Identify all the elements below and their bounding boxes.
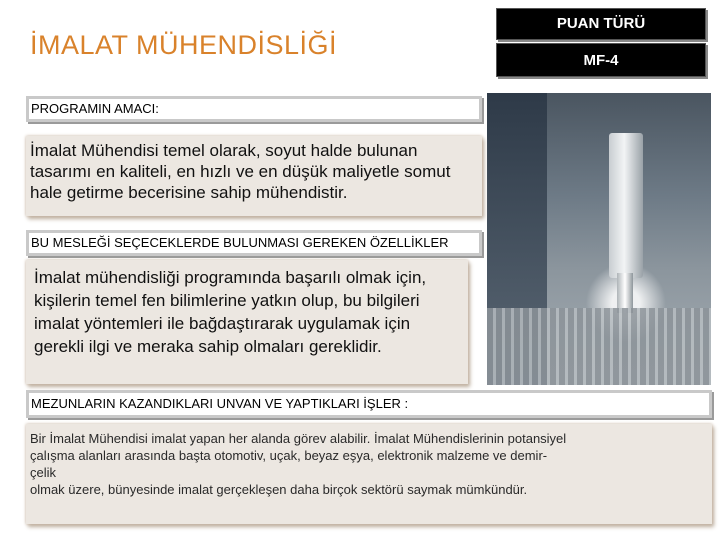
qualities-text: İmalat mühendisliği programında başarılı olmak için, kişilerin temel fen bilimlerine yatkın olup, bu bilgileri imalat yöntemleri ile bağdaştırarak uygulamak için gerekli ilgi ve meraka sahip olmaları gereklidir. [26,260,468,384]
photo-cutting-tool [617,273,633,313]
graduates-heading: MEZUNLARIN KAZANDIKLARI UNVAN VE YAPTIKLARI İŞLER : [26,390,712,418]
graduates-line: çalışma alanları arasında başta otomotiv, uçak, beyaz eşya, elektronik malzeme ve demir- [30,448,548,463]
score-type-label: PUAN TÜRÜ [496,8,706,40]
milling-machine-photo [487,93,711,385]
page-title: İMALAT MÜHENDİSLİĞİ [30,30,338,60]
graduates-text [26,424,712,524]
graduates-line: Bir İmalat Mühendisi imalat yapan her alanda görev alabilir. İmalat Mühendislerinin potansiyel [30,431,567,446]
purpose-text: İmalat Mühendisi temel olarak, soyut halde bulunan tasarımı en kaliteli, en hızlı ve en düşük maliyetle somut hale getirme becerisine sahip mühendistir. [26,136,482,216]
graduates-line: çelik [30,465,57,480]
qualities-heading: BU MESLEĞİ SEÇECEKLERDE BULUNMASI GEREKEN ÖZELLİKLER [26,230,482,256]
score-type-value: MF-4 [496,43,706,77]
photo-spindle [609,133,643,278]
graduates-line: olmak üzere, bünyesinde imalat gerçekleşen daha birçok sektörü saymak mümkündür. [30,482,528,497]
purpose-heading: PROGRAMIN AMACI: [26,96,482,122]
photo-workpiece-chips [487,308,711,385]
